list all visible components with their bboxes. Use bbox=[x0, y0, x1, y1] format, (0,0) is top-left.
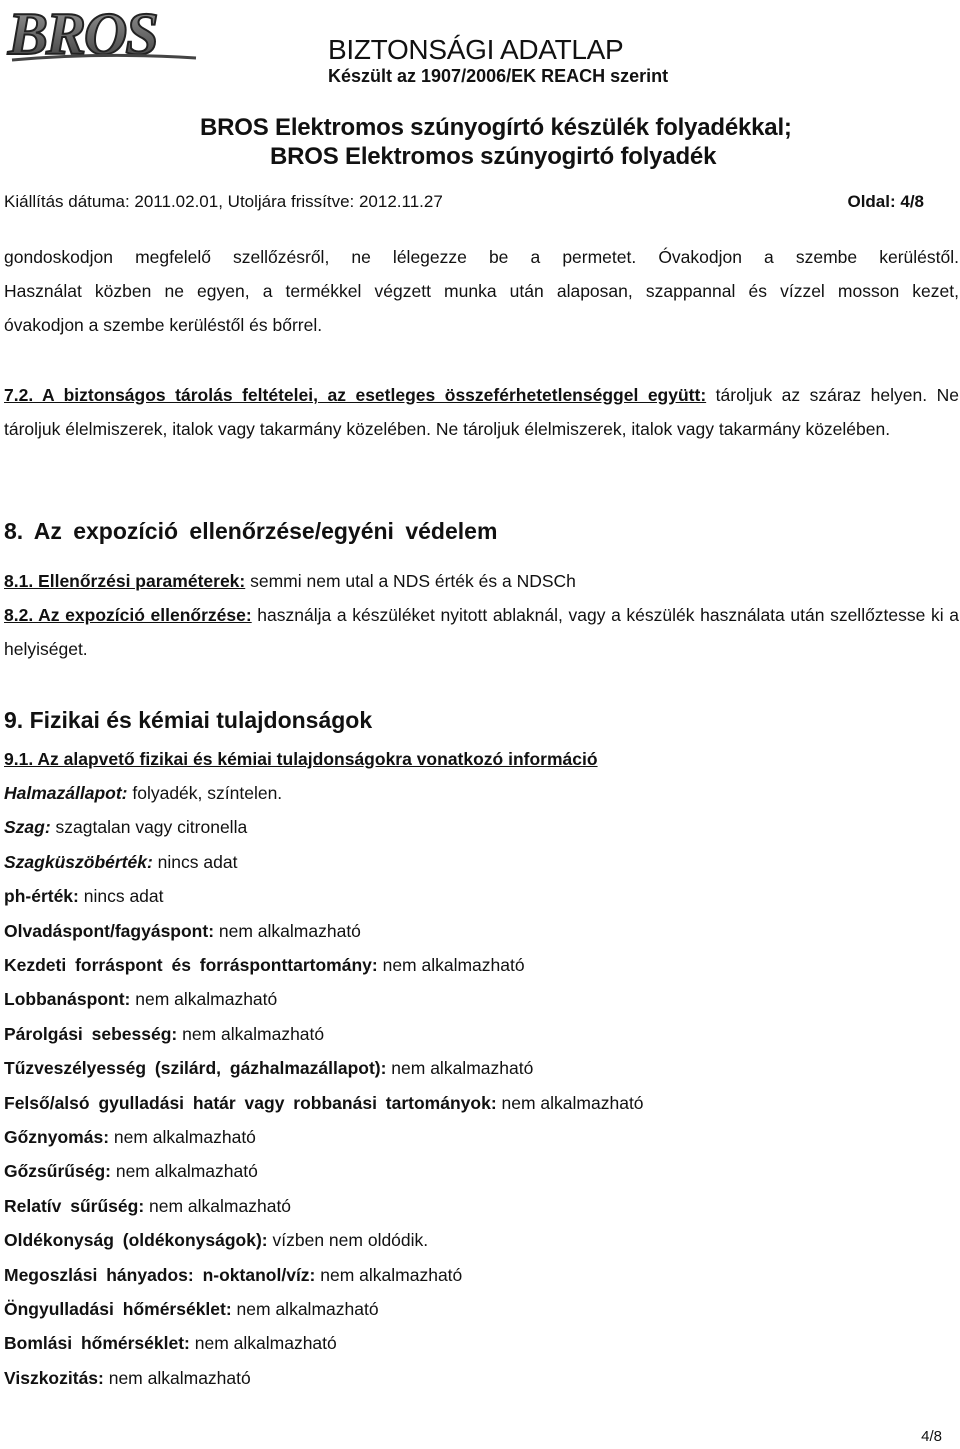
section-8-title: 8. Az expozíció ellenőrzése/egyéni védelem bbox=[4, 518, 498, 544]
property-label: Megoszlási hányados: n-oktanol/víz: bbox=[4, 1264, 316, 1285]
issue-date-info: Kiállítás dátuma: 2011.02.01, Utoljára frissítve: 2012.11.27 bbox=[4, 192, 443, 211]
property-value: szagtalan vagy citronella bbox=[50, 817, 248, 838]
product-name-line1: BROS Elektromos szúnyogírtó készülék folyadékkal; bbox=[200, 114, 792, 141]
property-row bbox=[4, 1058, 533, 1079]
intro-line-3: óvakodjon a szembe kerüléstől és bőrrel. bbox=[4, 315, 323, 335]
property-label: Olvadáspont/fagyáspont: bbox=[4, 920, 215, 941]
property-row bbox=[4, 886, 164, 907]
property-value: nem alkalmazható bbox=[231, 1299, 379, 1319]
property-value: nem alkalmazható bbox=[377, 955, 525, 975]
property-label: Gőzsűrűség: bbox=[4, 1161, 111, 1182]
property-row bbox=[4, 1196, 291, 1217]
property-label: Oldékonyság (oldékonyságok): bbox=[4, 1230, 268, 1251]
section-8-2-text: használja a készüléket nyitott ablaknál, vagy a készülék használata után szellőztesse ki a helyiséget. bbox=[4, 605, 959, 659]
property-value: nincs adat bbox=[152, 851, 238, 872]
property-value: nem alkalmazható bbox=[496, 1092, 644, 1113]
section-8-2-heading: 8.2. Az expozíció ellenőrzése: bbox=[4, 605, 252, 625]
property-value: nem alkalmazható bbox=[177, 1023, 325, 1044]
section-7-2-text: tároljuk az száraz helyen. Ne tároljuk élelmiszerek, italok vagy takarmány közelében. Ne tároljuk élelmiszerek, italok vagy takarmány közelében. bbox=[4, 385, 959, 439]
property-value: nem alkalmazható bbox=[130, 989, 278, 1010]
page-indicator: Oldal: 4/8 bbox=[847, 192, 924, 211]
property-row bbox=[4, 1230, 428, 1251]
section-7-2-heading: 7.2. A biztonságos tárolás feltételei, az esetleges összeférhetetlenséggel együtt: bbox=[4, 385, 707, 405]
property-label: ph-érték: bbox=[4, 886, 79, 907]
property-value: nem alkalmazható bbox=[386, 1058, 534, 1079]
property-label: Szag: bbox=[4, 817, 51, 838]
property-label: Szagküszöbérték: bbox=[4, 851, 153, 872]
property-row bbox=[4, 852, 237, 873]
svg-text:BROS: BROS bbox=[8, 1, 157, 67]
property-label: Gőznyomás: bbox=[4, 1127, 110, 1147]
intro-paragraph bbox=[4, 240, 959, 342]
document-subtitle: Készült az 1907/2006/EK REACH szerint bbox=[328, 66, 669, 86]
property-row bbox=[4, 1333, 337, 1354]
property-row bbox=[4, 1024, 324, 1045]
intro-line-1: gondoskodjon megfelelő szellőzésről, ne lélegezze be a permetet. Óvakodjon a szembe kerüléstől. bbox=[4, 247, 959, 267]
property-row bbox=[4, 783, 282, 804]
property-label: Párolgási sebesség: bbox=[4, 1023, 178, 1044]
property-value: nem alkalmazható bbox=[189, 1333, 337, 1354]
section-8-1-text: semmi nem utal a NDS érték és a NDSCh bbox=[245, 571, 576, 591]
section-7-2 bbox=[4, 378, 959, 446]
property-value: nem alkalmazható bbox=[110, 1161, 258, 1182]
property-row bbox=[4, 1299, 379, 1320]
property-row bbox=[4, 1265, 462, 1286]
document-title: BIZTONSÁGI ADATLAP bbox=[328, 34, 624, 65]
property-label: Viszkozitás: bbox=[4, 1367, 104, 1388]
property-value: nem alkalmazható bbox=[144, 1195, 292, 1216]
property-value: nem alkalmazható bbox=[315, 1264, 463, 1285]
intro-line-2: Használat közben ne egyen, a termékkel végzett munka után alaposan, szappannal és vízzel mosson kezet, bbox=[4, 281, 959, 301]
property-label: Felső/alsó gyulladási határ vagy robbanási tartományok: bbox=[4, 1092, 497, 1113]
section-9-title: 9. Fizikai és kémiai tulajdonságok bbox=[4, 707, 373, 733]
property-value: nem alkalmazható bbox=[103, 1367, 251, 1388]
property-label: Öngyulladási hőmérséklet: bbox=[4, 1299, 232, 1319]
section-8-2 bbox=[4, 598, 959, 666]
bros-logo bbox=[4, 0, 204, 70]
property-label: Lobbanáspont: bbox=[4, 989, 131, 1010]
property-value: nincs adat bbox=[78, 886, 164, 907]
property-row bbox=[4, 989, 277, 1010]
property-row bbox=[4, 1161, 258, 1182]
product-name-line2: BROS Elektromos szúnyogirtó folyadék bbox=[270, 143, 717, 170]
logo-graphic bbox=[4, 0, 204, 70]
property-label: Tűzveszélyesség (szilárd, gázhalmazállapot): bbox=[4, 1058, 387, 1079]
property-row bbox=[4, 1368, 251, 1389]
section-8-1-heading: 8.1. Ellenőrzési paraméterek: bbox=[4, 571, 246, 591]
property-row bbox=[4, 1127, 256, 1148]
property-value: nem alkalmazható bbox=[214, 920, 361, 941]
property-label: Bomlási hőmérséklet: bbox=[4, 1333, 190, 1354]
property-label: Relatív sűrűség: bbox=[4, 1195, 145, 1216]
property-row bbox=[4, 817, 247, 838]
property-label: Kezdeti forráspont és forrásponttartomány: bbox=[4, 955, 378, 975]
section-8-1 bbox=[4, 571, 576, 592]
property-row bbox=[4, 921, 361, 942]
property-row bbox=[4, 1093, 644, 1114]
property-value: vízben nem oldódik. bbox=[267, 1230, 429, 1251]
section-9-1-heading: 9.1. Az alapvető fizikai és kémiai tulajdonságokra vonatkozó információ bbox=[4, 749, 598, 769]
property-value: nem alkalmazható bbox=[109, 1127, 256, 1147]
footer-page-number: 4/8 bbox=[921, 1428, 942, 1445]
property-row bbox=[4, 955, 525, 976]
property-value: folyadék, színtelen. bbox=[127, 783, 283, 803]
property-label: Halmazállapot: bbox=[4, 783, 128, 803]
